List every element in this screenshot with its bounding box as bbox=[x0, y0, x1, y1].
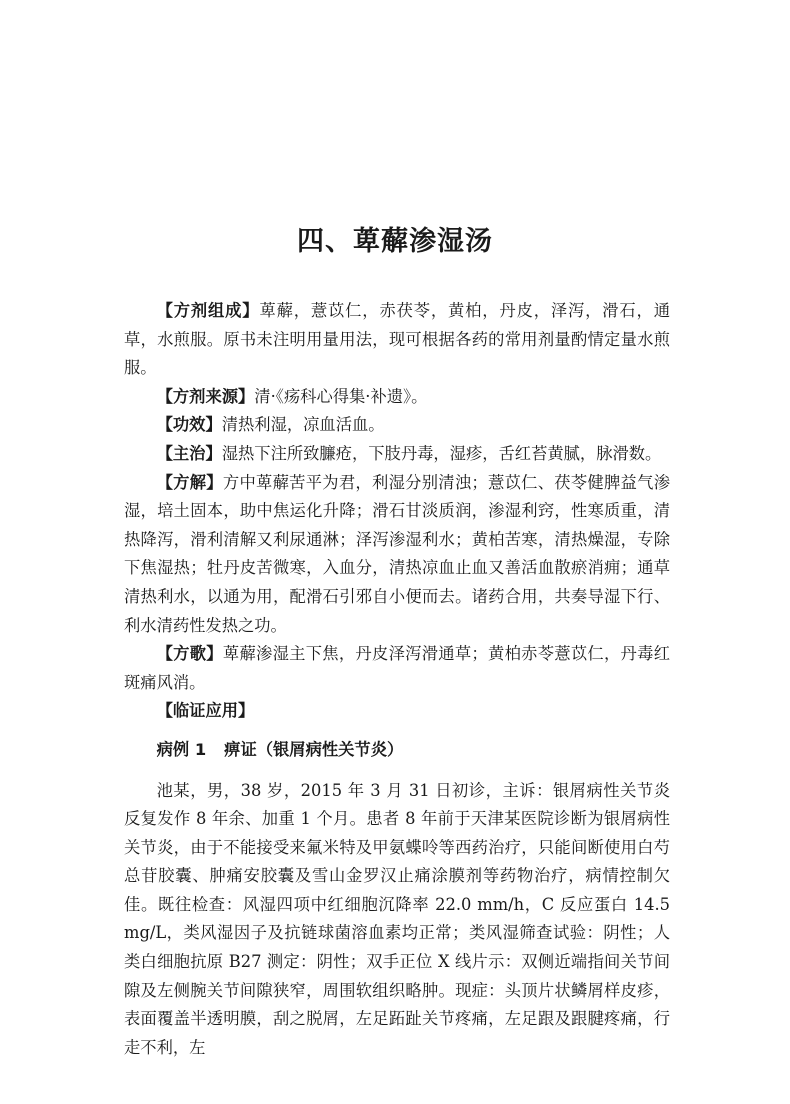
section-clinical-application bbox=[124, 697, 670, 726]
section-text: 萆薢，薏苡仁，赤茯苓，黄柏，丹皮，泽泻，滑石，通草，水煎服。原书未注明用量用法，现可根据各药的常用剂量酌情定量水煎服。 bbox=[124, 301, 670, 378]
section-analysis bbox=[124, 469, 670, 641]
case-text: 池某，男，38 岁，2015 年 3 月 31 日初诊，主诉：银屑病性关节炎反复发作 8 年余、加重 1 个月。患者 8 年前于天津某医院诊断为银屑病性关节炎，由于不能接受来氟米特及甲氨蝶呤等西药治疗，只能间断使用白芍总苷胶囊、肿痛安胶囊及雪山金罗汉止痛涂膜剂等药物治疗，病情控制欠佳。既往检查：风湿四项中红细胞沉降率 22.0 mm/h，C 反应蛋白 14.5 mg/L，类风湿因子及抗链球菌溶血素均正常；类风湿筛查试验：阴性；人类白细胞抗原 B27 测定：阴性；双手正位 X 线片示：双侧近端指间关节间隙及左侧腕关节间隙狭窄，周围软组织略肿。现症：头顶片状鳞屑样皮疹，表面覆盖半透明膜，刮之脱屑，左足跖趾关节疼痛，左足跟及跟腱疼痛，行走不利，左 bbox=[124, 780, 670, 1057]
section-efficacy bbox=[124, 411, 670, 440]
section-text: 清·《疡科心得集·补遗》。 bbox=[254, 386, 428, 406]
document-body bbox=[124, 297, 670, 1062]
case-label: 病例 1 bbox=[156, 739, 207, 759]
section-text: 湿热下注所致臁疮，下肢丹毒，湿疹，舌红苔黄腻，脉滑数。 bbox=[221, 443, 662, 463]
section-composition bbox=[124, 297, 670, 383]
section-tag: 【功效】 bbox=[156, 415, 222, 435]
section-tag: 【临证应用】 bbox=[156, 701, 255, 721]
section-text: 萆薢渗湿主下焦，丹皮泽泻滑通草；黄柏赤苓薏苡仁，丹毒红斑痛风消。 bbox=[124, 644, 670, 692]
section-indications bbox=[124, 440, 670, 469]
section-verse bbox=[124, 640, 670, 697]
section-tag: 【方歌】 bbox=[156, 644, 223, 664]
case-title: 痹证（银屑病性关节炎） bbox=[224, 739, 404, 759]
section-tag: 【方剂组成】 bbox=[156, 301, 260, 320]
section-text: 方中萆薢苦平为君，利湿分别清浊；薏苡仁、茯苓健脾益气渗湿，培土固本，助中焦运化升降；滑石甘淡质润，渗湿利窍，性寒质重，清热降泻，滑利清解又利尿通淋；泽泻渗湿利水；黄柏苦寒，清热燥湿，专除下焦湿热；牡丹皮苦微寒，入血分，清热凉血止血又善活血散瘀消痈；通草清热利水，以通为用，配滑石引邪自小便而去。诸药合用，共奏导湿下行、利水清药性发热之功。 bbox=[124, 472, 670, 635]
section-tag: 【方解】 bbox=[156, 472, 223, 492]
case-heading bbox=[124, 736, 670, 765]
section-text: 清热利湿，凉血活血。 bbox=[221, 415, 385, 435]
page-title: 四、萆薢渗湿汤 bbox=[297, 226, 493, 257]
section-tag: 【方剂来源】 bbox=[156, 386, 255, 406]
section-tag: 【主治】 bbox=[156, 443, 222, 463]
section-source bbox=[124, 383, 670, 412]
